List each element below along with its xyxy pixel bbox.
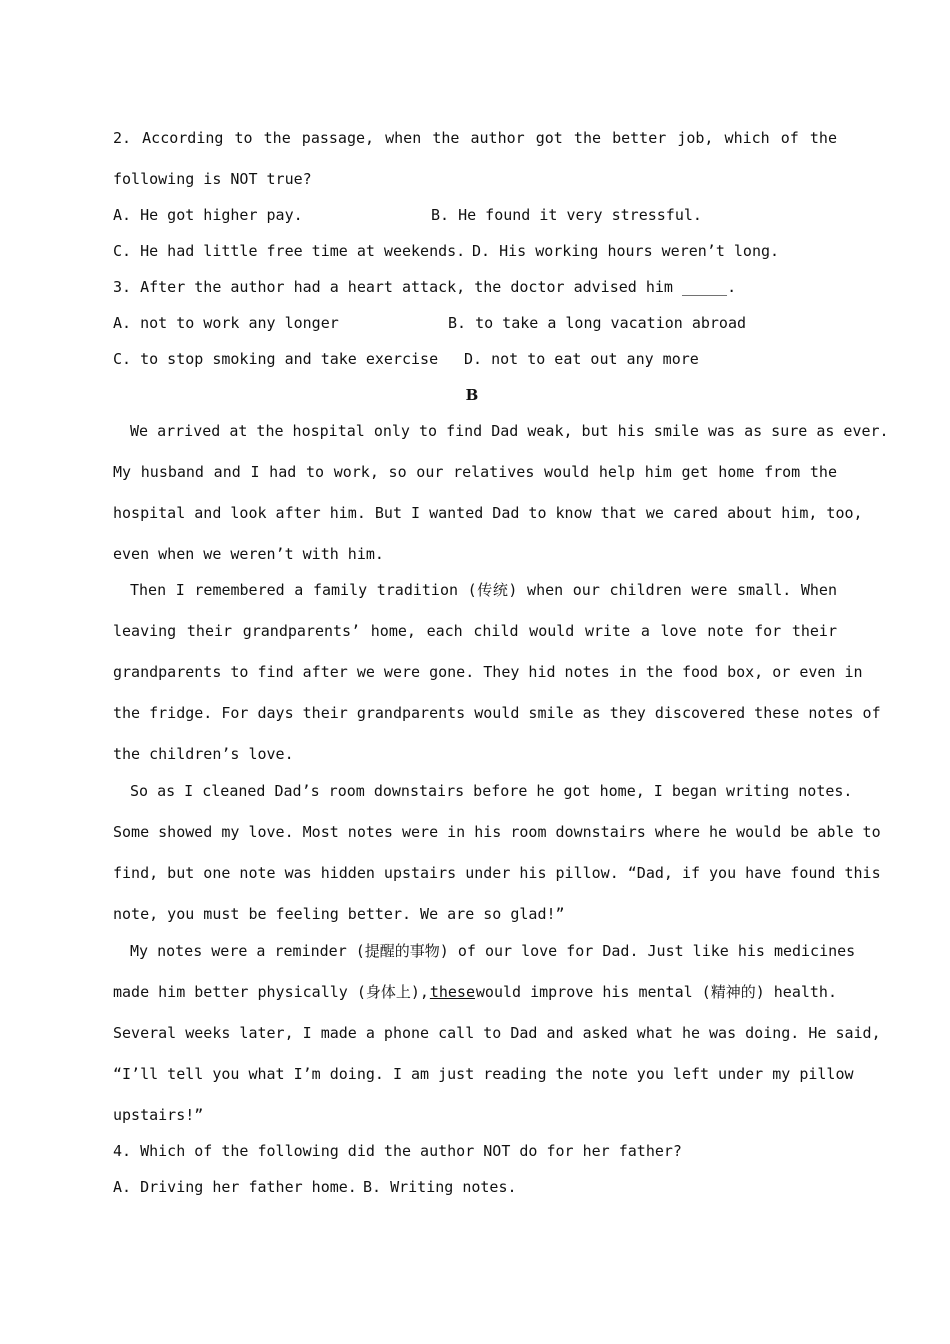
q2-option-c: C. He had little free time at weekends. [113,242,466,260]
p3-line4: note, you must be feeling better. We are so glad!” [113,905,565,923]
q2-stem-line2: following is NOT true? [113,170,312,188]
q3-option-c: C. to stop smoking and take exercise [113,350,439,368]
underlined-word-these: these [429,983,475,1001]
q2-option-a: A. He got higher pay. [113,206,303,224]
q4-option-a: A. Driving her father home. [113,1178,357,1196]
q3-options-row2 [113,349,837,369]
p2-line2: leaving their grandparents’ home, each child would write a love note for their [113,622,837,640]
p4-line3: Several weeks later, I made a phone call to Dad and asked what he was doing. He said, [113,1024,881,1042]
q3-option-d: D. not to eat out any more [464,350,699,368]
p4-line2 [113,982,837,1002]
p2-line5: the children’s love. [113,745,294,763]
q3-option-a: A. not to work any longer [113,314,339,332]
p4-line1: My notes were a reminder (提醒的事物) of our love for Dad. Just like his medicines [130,942,856,960]
p4-line5: upstairs!” [113,1106,204,1124]
p4-line2-pre: made him better physically (身体上), [113,983,429,1001]
p1-line2: My husband and I had to work, so our relatives would help him get home from the [113,463,837,481]
q2-options-row2 [113,241,837,261]
p3-line3: find, but one note was hidden upstairs under his pillow. “Dad, if you have found this [113,864,881,882]
q2-option-d: D. His working hours weren’t long. [472,242,780,260]
q2-option-b: B. He found it very stressful. [431,206,702,224]
q3-options-row1 [113,313,837,333]
p3-line2: Some showed my love. Most notes were in his room downstairs where he would be able to [113,823,881,841]
p1-line3: hospital and look after him. But I wanted Dad to know that we cared about him, too, [113,504,863,522]
q4-options-row1 [113,1177,837,1197]
q2-options-row1 [113,205,837,225]
q3-stem: 3. After the author had a heart attack, the doctor advised him _____. [113,278,737,296]
section-b-heading: B [465,386,479,404]
q2-stem-line1: 2. According to the passage, when the author got the better job, which of the [113,129,837,147]
p2-line4: the fridge. For days their grandparents would smile as they discovered these notes of [113,704,881,722]
q4-option-b: B. Writing notes. [363,1178,517,1196]
p4-line4: “I’ll tell you what I’m doing. I am just reading the note you left under my pillow [113,1065,854,1083]
q3-option-b: B. to take a long vacation abroad [448,314,747,332]
p2-line3: grandparents to find after we were gone. They hid notes in the food box, or even in [113,663,863,681]
p2-line1: Then I remembered a family tradition (传统) when our children were small. When [130,581,837,599]
p1-line4: even when we weren’t with him. [113,545,384,563]
p4-line2-post: would improve his mental (精神的) health. [475,983,837,1001]
p1-line1: We arrived at the hospital only to find Dad weak, but his smile was as sure as ever. [130,422,889,440]
q4-stem: 4. Which of the following did the author NOT do for her father? [113,1142,682,1160]
p3-line1: So as I cleaned Dad’s room downstairs before he got home, I began writing notes. [130,782,853,800]
